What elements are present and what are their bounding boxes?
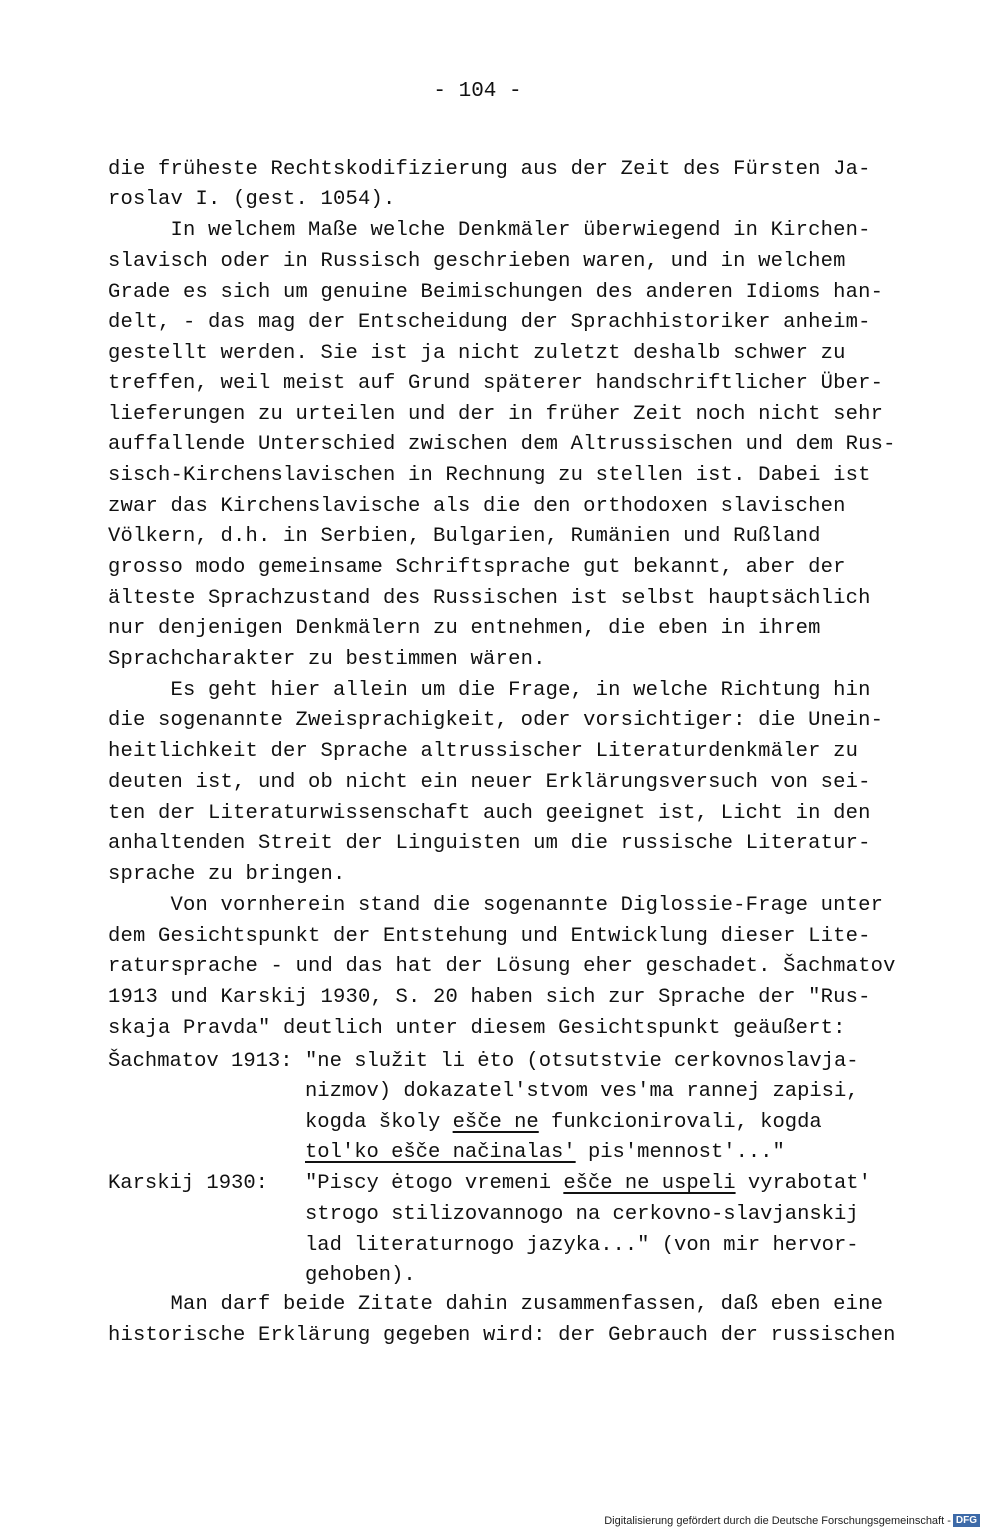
text-line: slavisch oder in Russisch geschrieben waren, und in welchem (108, 250, 846, 273)
quote-text: funkcionirovali, kogda (538, 1111, 822, 1134)
quote-text: kogda školy (305, 1111, 453, 1134)
dfg-logo-icon: DFG (953, 1514, 980, 1527)
text-line: delt, - das mag der Entscheidung der Sprachhistoriker anheim- (108, 311, 871, 334)
text-line: Grade es sich um genuine Beimischungen des anderen Idioms han- (108, 281, 884, 304)
quote-text: vyrabotat' (735, 1172, 871, 1195)
text-line: lieferungen zu urteilen und der in früher Zeit noch nicht sehr (108, 403, 884, 426)
quote-line (305, 1141, 785, 1164)
text-line: 1913 und Karskij 1930, S. 20 haben sich zur Sprache der "Rus- (108, 986, 871, 1009)
text-line: sprache zu bringen. (108, 863, 346, 886)
text-line: treffen, weil meist auf Grund späterer handschriftlicher Über- (108, 372, 884, 395)
quote-line: "ne služit li ėto (otsutstvie cerkovnoslavja- (305, 1050, 859, 1073)
text-line: die sogenannte Zweisprachigkeit, oder vorsichtiger: die Unein- (108, 709, 884, 732)
text-line: dem Gesichtspunkt der Entstehung und Entwicklung dieser Lite- (108, 925, 871, 948)
quote-text: pis'mennost'..." (575, 1141, 785, 1164)
quote-line: lad literaturnogo jazyka..." (von mir hervor- (305, 1234, 859, 1257)
text-line: ten der Literaturwissenschaft auch geeignet ist, Licht in den (108, 802, 871, 825)
text-line: nur denjenigen Denkmälern zu entnehmen, die eben in ihrem (108, 617, 821, 640)
quote-label: Šachmatov 1913: (108, 1050, 293, 1073)
text-line: die früheste Rechtskodifizierung aus der Zeit des Fürsten Ja- (108, 158, 871, 181)
text-line: Sprachcharakter zu bestimmen wären. (108, 648, 546, 671)
text-line: ratursprache - und das hat der Lösung eher geschadet. Šachmatov (108, 955, 896, 978)
quote-line: gehoben). (305, 1264, 416, 1287)
underlined-emphasis: ešče ne uspeli (563, 1172, 736, 1195)
quote-label: Karskij 1930: (108, 1172, 268, 1195)
text-line: zwar das Kirchenslavische als die den orthodoxen slavischen (108, 495, 846, 518)
footer-text: Digitalisierung gefördert durch die Deutsche Forschungsgemeinschaft - (604, 1514, 951, 1527)
text-line: Es geht hier allein um die Frage, in welche Richtung hin (108, 679, 871, 702)
text-line: deuten ist, und ob nicht ein neuer Erklärungsversuch von sei- (108, 771, 871, 794)
underlined-emphasis: tol'ko ešče načinalas' (305, 1141, 576, 1164)
quote-line: nizmov) dokazatel'stvom ves'ma rannej zapisi, (305, 1080, 859, 1103)
text-line: In welchem Maße welche Denkmäler überwiegend in Kirchen- (108, 219, 871, 242)
text-line: skaja Pravda" deutlich unter diesem Gesichtspunkt geäußert: (108, 1017, 846, 1040)
text-line: historische Erklärung gegeben wird: der Gebrauch der russischen (108, 1324, 896, 1347)
quote-line (305, 1111, 822, 1134)
digitization-footer (604, 1514, 980, 1527)
text-line: Völkern, d.h. in Serbien, Bulgarien, Rumänien und Rußland (108, 525, 821, 548)
text-line: gestellt werden. Sie ist ja nicht zuletzt deshalb schwer zu (108, 342, 846, 365)
text-line: älteste Sprachzustand des Russischen ist selbst hauptsächlich (108, 587, 871, 610)
underlined-emphasis: ešče ne (452, 1111, 539, 1134)
text-line: heitlichkeit der Sprache altrussischer Literaturdenkmäler zu (108, 740, 859, 763)
text-line: Von vornherein stand die sogenannte Diglossie-Frage unter (108, 894, 884, 917)
text-line: Man darf beide Zitate dahin zusammenfassen, daß eben eine (108, 1293, 884, 1316)
text-line: roslav I. (gest. 1054). (108, 188, 396, 211)
text-line: sisch-Kirchenslavischen in Rechnung zu stellen ist. Dabei ist (108, 464, 871, 487)
text-line: auffallende Unterschied zwischen dem Altrussischen und dem Rus- (108, 433, 896, 456)
text-line: anhaltenden Streit der Linguisten um die russische Literatur- (108, 832, 871, 855)
page-number: - 104 - (433, 80, 522, 103)
quote-line: strogo stilizovannogo na cerkovno-slavjanskij (305, 1203, 859, 1226)
quote-line (305, 1172, 871, 1195)
text-line: grosso modo gemeinsame Schriftsprache gut bekannt, aber der (108, 556, 846, 579)
quote-text: "Piscy ėtogo vremeni (305, 1172, 564, 1195)
